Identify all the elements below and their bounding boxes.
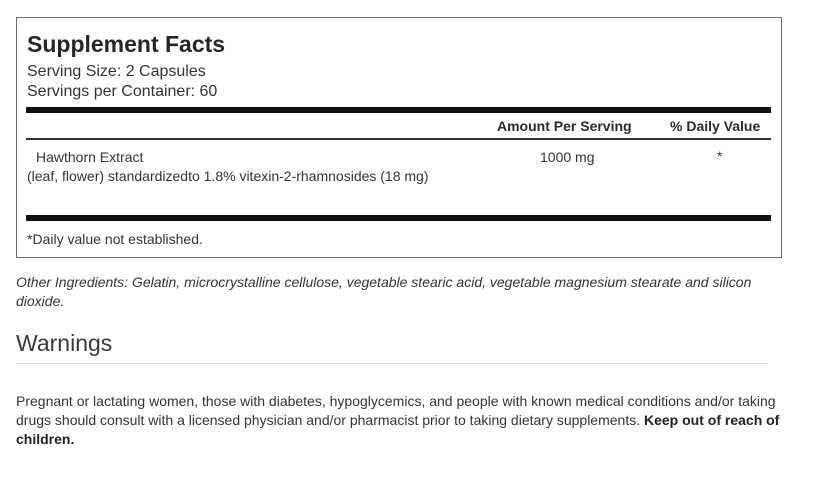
supplement-facts-title: Supplement Facts <box>27 31 226 57</box>
amount-per-serving-header: Amount Per Serving <box>497 118 632 134</box>
thick-divider-bottom <box>26 215 771 221</box>
warnings-heading: Warnings <box>16 330 113 356</box>
warnings-body: Pregnant or lactating women, those with diabetes, hypoglycemics, and people with known medical conditions and/or taking drugs should consult with a licensed physician and/or pharmacist prior to taking dietary supplements. <box>16 393 776 428</box>
daily-value-header: % Daily Value <box>670 118 761 134</box>
ingredient-name: Hawthorn Extract <box>36 149 144 165</box>
daily-value-footnote: *Daily value not established. <box>27 231 203 247</box>
warnings-text <box>16 392 786 449</box>
serving-size: Serving Size: 2 Capsules <box>27 63 206 80</box>
ingredient-detail: (leaf, flower) standardizedto 1.8% vitexin-2-rhamnosides (18 mg) <box>27 168 429 184</box>
warnings-emphasis: Keep out of reach of children. <box>16 412 780 447</box>
ingredient-amount: 1000 mg <box>540 149 595 165</box>
servings-per-container: Servings per Container: 60 <box>27 83 218 100</box>
other-ingredients: Other Ingredients: Gelatin, microcrystalline cellulose, vegetable stearic acid, vegetable magnesium stearate and silicon dioxide. <box>16 274 752 309</box>
supplement-facts-panel <box>16 17 782 258</box>
ingredient-daily-value: * <box>717 148 723 164</box>
warnings-divider <box>16 363 768 364</box>
thick-divider-top <box>26 107 771 113</box>
header-divider <box>26 138 771 140</box>
